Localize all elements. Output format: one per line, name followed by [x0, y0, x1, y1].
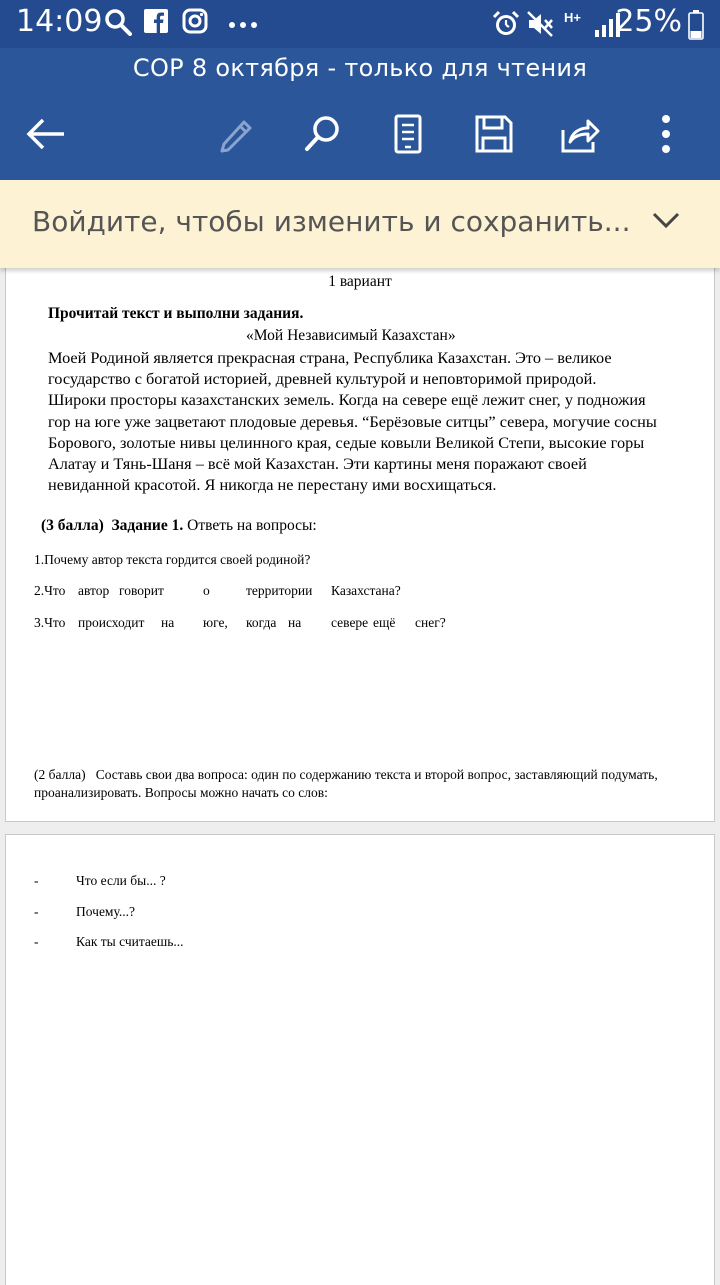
task2-note	[34, 766, 674, 801]
q2-word: автор	[78, 583, 110, 598]
edit-button[interactable]	[210, 108, 262, 160]
q3-word: ещё	[373, 615, 396, 630]
search-button[interactable]	[296, 108, 348, 160]
list-bullet: -	[34, 934, 39, 949]
task2-points: (2 балла)	[34, 767, 86, 782]
banner-text: Войдите, чтобы изменить и сохранить...	[32, 205, 631, 238]
back-arrow-icon	[26, 118, 66, 150]
alarm-icon	[492, 10, 520, 43]
mute-icon	[526, 10, 554, 43]
more-icon	[228, 16, 258, 34]
q3-word: снег?	[415, 615, 446, 630]
q3-word: когда	[246, 615, 277, 630]
reading-paragraph: Моей Родиной является прекрасная страна, Республика Казахстан. Это – великое государство с богатой историей, древней культурой и неповторимой природой. Широки просторы казахстанских земель. Когда на севере ещё лежит снег, у подножия гор на юге уже зацветают плодовые деревья. “Берёзовые ситцы” севера, могучие сосны Борового, золотые нивы целинного края, седые ковыли Великой Степи, высокие горы Алатау и Тянь-Шаня – всё мой Казахстан. Эти картины меня поражают своей невиданной красотой. Я никогда не перестану ими восхищаться.	[48, 348, 657, 495]
instruction-heading: Прочитай текст и выполни задания.	[48, 305, 304, 322]
more-options-button[interactable]	[640, 108, 692, 160]
question-1: 1.Почему автор текста гордится своей родиной?	[34, 552, 311, 567]
list-item-text: Что если бы... ?	[76, 873, 166, 888]
q3-word: 3.Что	[34, 615, 66, 630]
pencil-icon	[216, 114, 256, 154]
task1-title: Задание 1.	[111, 517, 184, 534]
variant-label: 1 вариант	[328, 273, 392, 290]
more-vert-icon	[661, 114, 671, 154]
q3-word: на	[288, 615, 302, 630]
chevron-down-icon[interactable]	[650, 210, 682, 235]
mobile-view-button[interactable]	[382, 108, 434, 160]
document-page-2	[5, 834, 715, 1285]
q2-word: Казахстана?	[331, 583, 401, 598]
task1-heading	[41, 517, 317, 535]
status-time: 14:09	[16, 4, 103, 39]
list-item-text: Почему...?	[76, 904, 135, 919]
share-icon	[560, 114, 600, 154]
facebook-icon	[144, 8, 168, 39]
text-title: «Мой Независимый Казахстан»	[246, 327, 456, 344]
list-bullet: -	[34, 873, 39, 888]
instagram-icon	[182, 8, 208, 39]
network-type: H+	[564, 10, 581, 25]
document-title: СОР 8 октября - только для чтения	[132, 54, 588, 82]
q2-word: о	[203, 583, 210, 598]
task1-instruction: Ответь на вопросы:	[187, 517, 317, 534]
mobile-view-icon	[393, 114, 423, 154]
q2-word: территории	[246, 583, 313, 598]
task2-text: Составь свои два вопроса: один по содержанию текста и второй вопрос, заставляющий подумать, проанализировать. Вопросы можно начать со слов:	[34, 767, 658, 800]
q2-word: говорит	[119, 583, 164, 598]
q3-word: севере	[331, 615, 369, 630]
save-icon	[474, 114, 514, 154]
battery-icon	[688, 10, 704, 45]
task1-points: (3 балла)	[41, 517, 104, 534]
q3-word: юге,	[203, 615, 228, 630]
back-button[interactable]	[20, 108, 72, 160]
q3-word: на	[161, 615, 175, 630]
q2-word: 2.Что	[34, 583, 66, 598]
list-item-text: Как ты считаешь...	[76, 934, 184, 949]
sign-in-banner[interactable]	[0, 180, 720, 268]
app-bar	[0, 48, 720, 180]
status-bar	[0, 0, 720, 48]
search-icon	[302, 114, 342, 154]
share-button[interactable]	[554, 108, 606, 160]
document-page-1	[5, 258, 715, 822]
q3-word: происходит	[78, 615, 145, 630]
list-bullet: -	[34, 904, 39, 919]
save-button[interactable]	[468, 108, 520, 160]
battery-percent: 25%	[615, 4, 682, 39]
search-icon	[104, 8, 132, 41]
